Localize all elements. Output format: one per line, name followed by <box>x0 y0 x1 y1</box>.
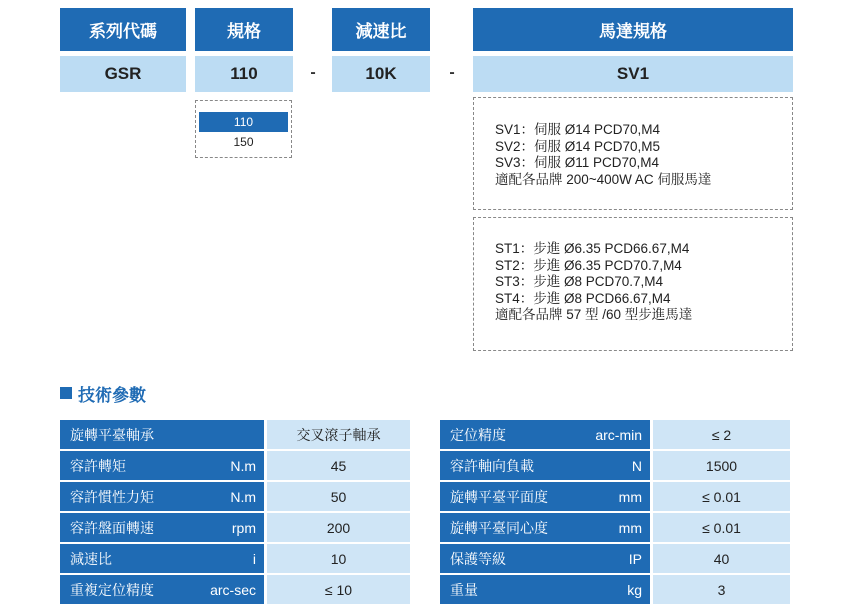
servo-notes-box <box>473 97 793 210</box>
section-title-text: 技術參數 <box>78 385 146 405</box>
row-value: 交叉滾子軸承 <box>267 420 410 449</box>
row-unit: arc-sec <box>210 581 256 598</box>
row-label: 保護等級 <box>450 550 506 567</box>
table-row <box>60 544 410 573</box>
row-value: 10 <box>267 544 410 573</box>
row-label: 容許軸向負載 <box>450 457 534 474</box>
row-unit: arc-min <box>595 426 642 443</box>
header-series: 系列代碼 <box>60 8 186 51</box>
table-row <box>440 513 790 542</box>
table-row <box>440 544 790 573</box>
row-value: 45 <box>267 451 410 480</box>
row-unit: N <box>631 457 642 474</box>
row-label: 旋轉平臺同心度 <box>450 519 548 536</box>
spec-option-150: 150 <box>233 134 254 149</box>
table-row <box>440 451 790 480</box>
row-value: 40 <box>653 544 790 573</box>
servo-note: SV1：伺服 Ø14 PCD70,M4 <box>495 122 661 137</box>
spec-option-110: 110 <box>199 112 288 132</box>
row-label: 重量 <box>450 581 478 598</box>
header-spec: 規格 <box>195 8 293 51</box>
row-value: 200 <box>267 513 410 542</box>
row-value: ≤ 0.01 <box>653 482 790 511</box>
table-row <box>60 513 410 542</box>
table-row <box>60 451 410 480</box>
row-label: 容許慣性力矩 <box>70 488 154 505</box>
separator-2: - <box>449 64 455 81</box>
section-title <box>60 381 146 405</box>
stepper-note: ST4：步進 Ø8 PCD66.67,M4 <box>495 290 671 306</box>
row-label: 容許轉矩 <box>70 457 126 474</box>
value-motor: SV1 <box>473 56 793 92</box>
row-label: 旋轉平臺平面度 <box>450 488 548 505</box>
value-ratio: 10K <box>332 56 430 92</box>
row-value: ≤ 0.01 <box>653 513 790 542</box>
servo-note: SV3：伺服 Ø11 PCD70,M4 <box>495 155 660 170</box>
row-unit: rpm <box>231 519 256 536</box>
stepper-note: 適配各品牌 57 型 /60 型步進馬達 <box>495 307 693 322</box>
stepper-notes-box <box>473 217 793 351</box>
row-unit: mm <box>618 519 642 536</box>
stepper-note: ST2：步進 Ø6.35 PCD70.7,M4 <box>495 257 682 273</box>
servo-note: SV2：伺服 Ø14 PCD70,M5 <box>495 138 661 154</box>
row-unit: N.m <box>230 457 256 474</box>
row-unit: IP <box>628 550 642 567</box>
table-row <box>60 575 410 604</box>
separator-1: - <box>310 64 316 81</box>
spec-options-box <box>195 100 292 158</box>
stepper-note: ST1：步進 Ø6.35 PCD66.67,M4 <box>495 241 690 256</box>
row-value: ≤ 10 <box>267 575 410 604</box>
row-unit: mm <box>618 488 642 505</box>
row-unit: kg <box>627 581 642 598</box>
stepper-note: ST3：步進 Ø8 PCD70.7,M4 <box>495 274 664 289</box>
value-spec: 110 <box>195 56 293 92</box>
table-row <box>60 482 410 511</box>
row-value: 50 <box>267 482 410 511</box>
row-label: 旋轉平臺軸承 <box>70 426 154 443</box>
table-row <box>60 420 410 449</box>
table-row <box>440 575 790 604</box>
header-motor: 馬達規格 <box>473 8 793 51</box>
value-series: GSR <box>60 56 186 92</box>
row-value: 1500 <box>653 451 790 480</box>
header-ratio: 減速比 <box>332 8 430 51</box>
row-label: 容許盤面轉速 <box>70 519 154 536</box>
row-value: ≤ 2 <box>653 420 790 449</box>
row-unit: N.m <box>230 488 256 505</box>
square-bullet-icon <box>60 387 72 399</box>
row-unit: i <box>252 550 256 567</box>
row-value: 3 <box>653 575 790 604</box>
table-row <box>440 420 790 449</box>
row-label: 定位精度 <box>450 426 506 443</box>
row-label: 重複定位精度 <box>70 581 154 598</box>
servo-note: 適配各品牌 200~400W AC 伺服馬達 <box>495 171 712 187</box>
row-label: 減速比 <box>70 550 112 567</box>
table-row <box>440 482 790 511</box>
